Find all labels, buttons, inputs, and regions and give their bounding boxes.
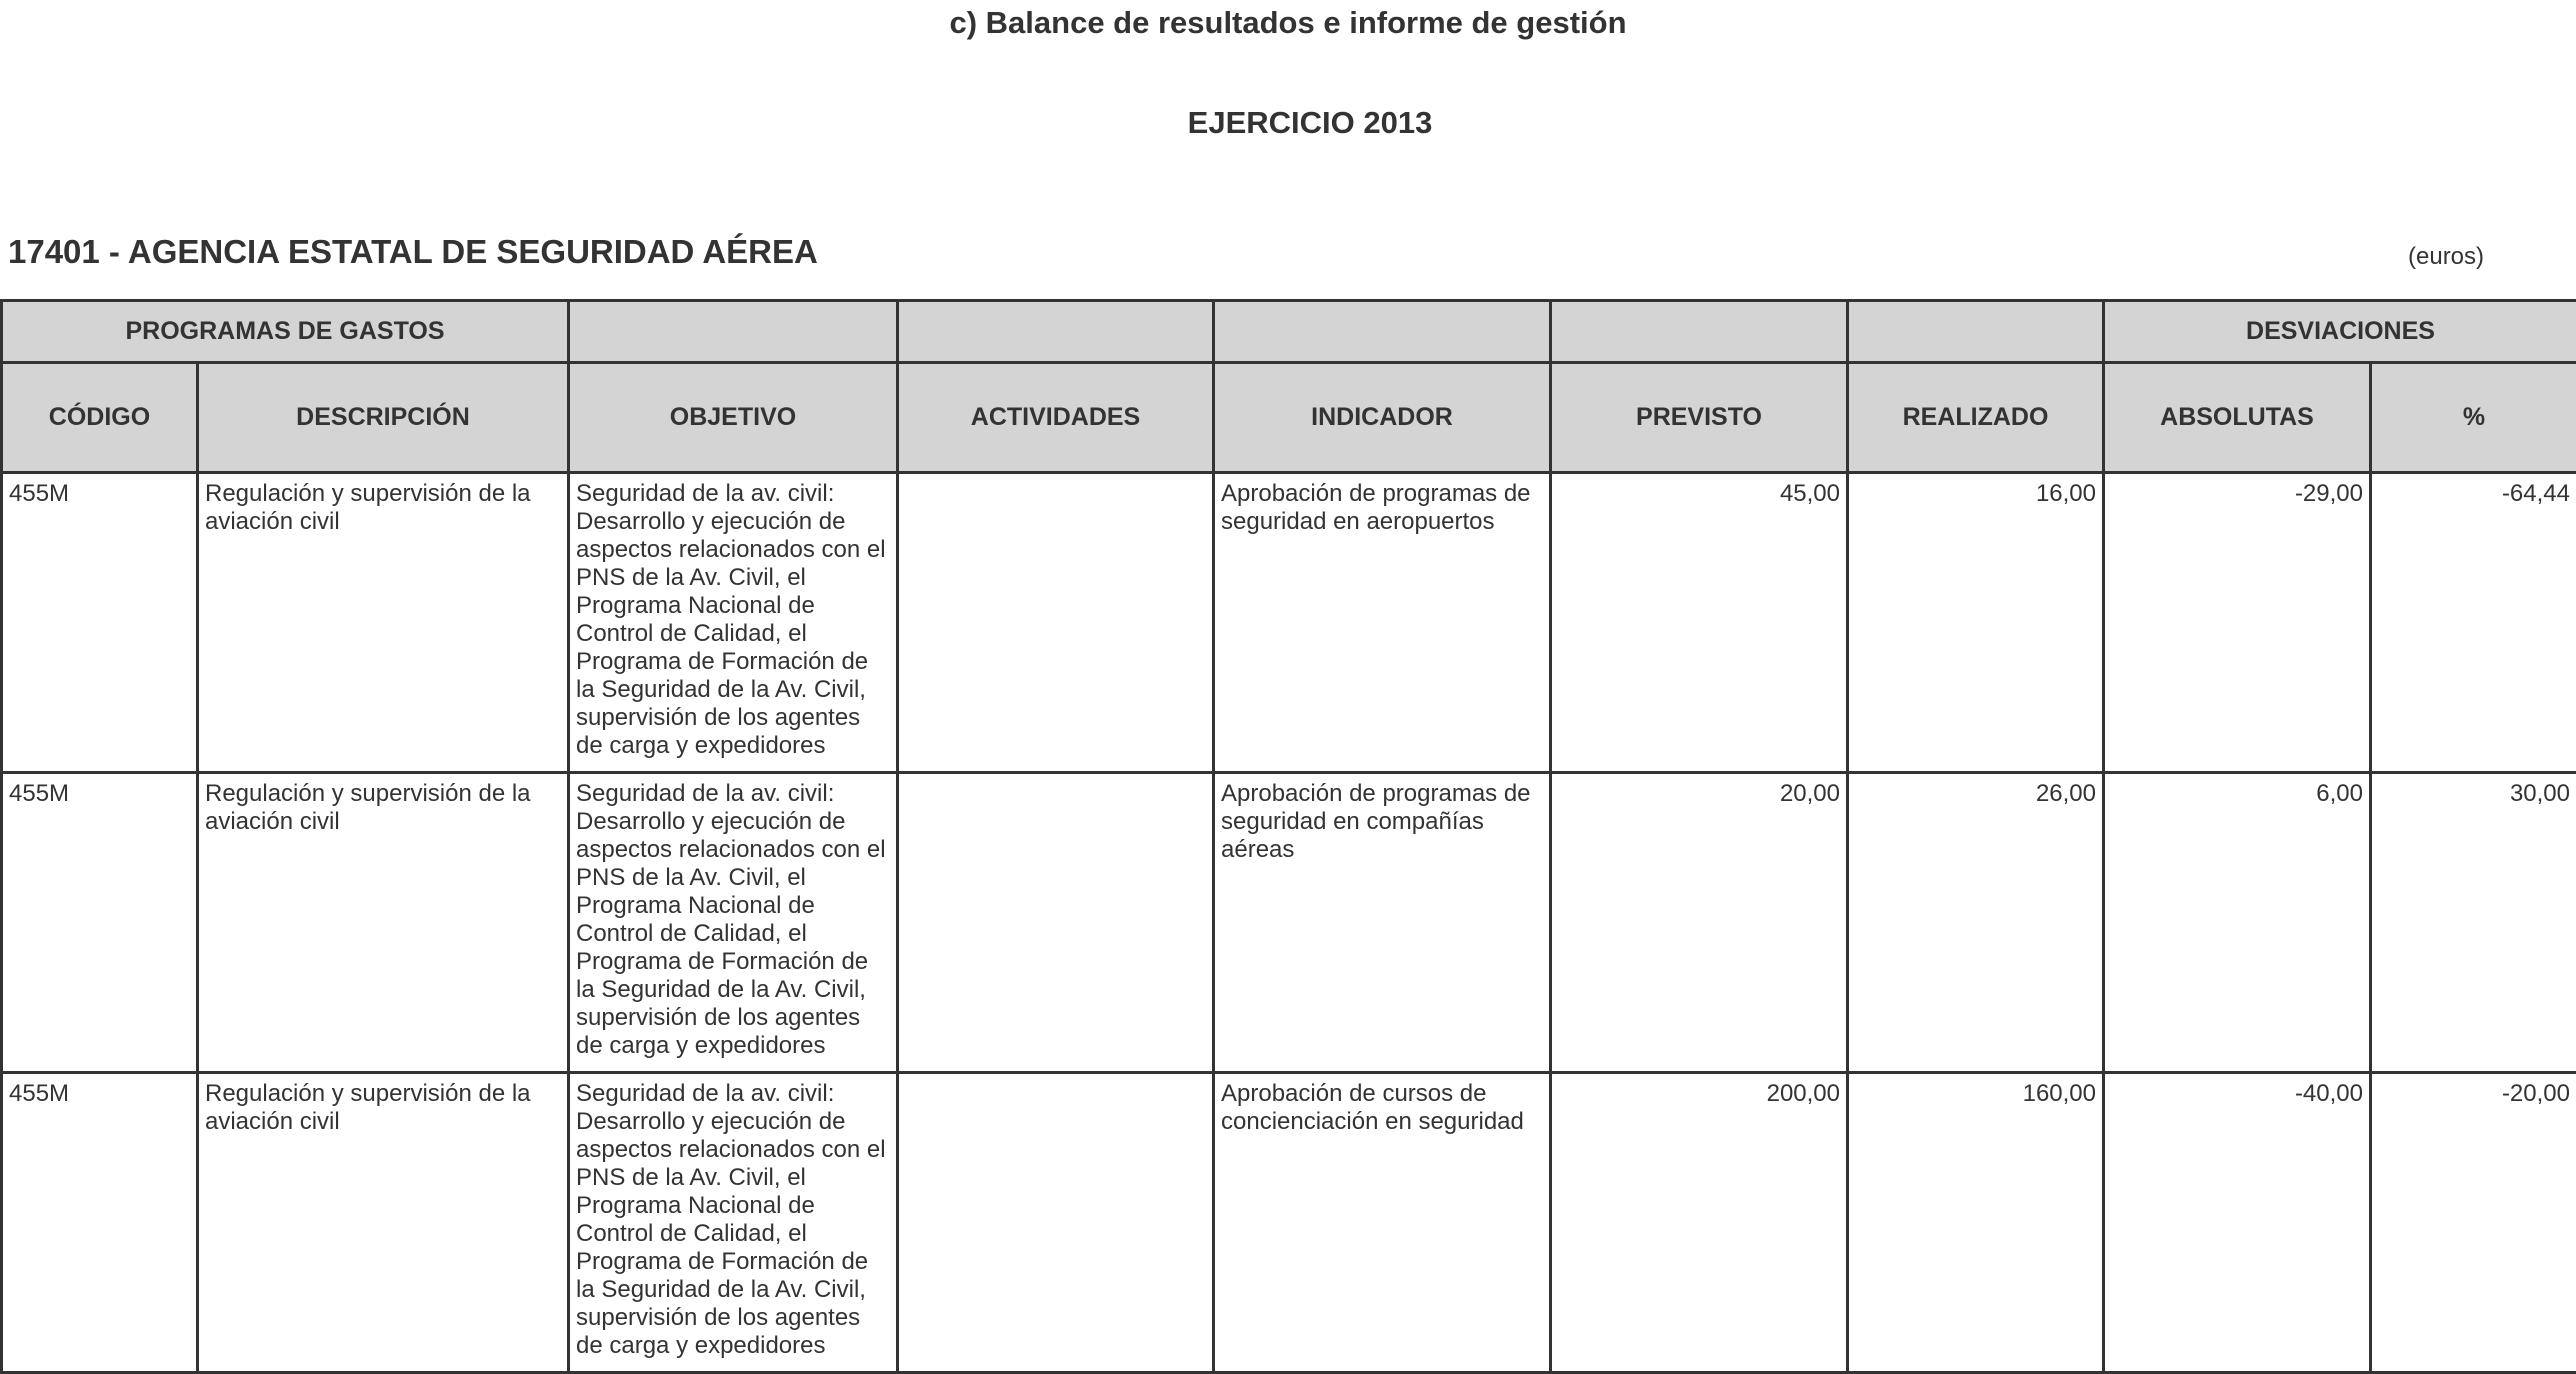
group-header-programas: PROGRAMAS DE GASTOS bbox=[2, 301, 569, 363]
cell-realizado: 160,00 bbox=[1848, 1073, 2104, 1373]
cell-objetivo: Seguridad de la av. civil: Desarrollo y ejecución de aspectos relacionados con el PNS de la Av. Civil, el Programa Nacional de Control de Calidad, el Programa de Formación de la Seguridad de la Av. Civil, supervisión de los agentes de carga y expedidores bbox=[569, 473, 898, 773]
group-header-blank-objetivo bbox=[569, 301, 898, 363]
column-header-row bbox=[2, 363, 2576, 473]
table-row bbox=[2, 773, 2576, 1073]
cell-indicador: Aprobación de programas de seguridad en aeropuertos bbox=[1214, 473, 1551, 773]
cell-descripcion: Regulación y supervisión de la aviación civil bbox=[198, 773, 569, 1073]
cell-actividades bbox=[898, 473, 1214, 773]
group-header-desviaciones: DESVIACIONES bbox=[2104, 301, 2576, 363]
column-header-realizado: REALIZADO bbox=[1848, 363, 2104, 473]
cell-porcentaje: -20,00 bbox=[2371, 1073, 2576, 1373]
column-header-descripcion: DESCRIPCIÓN bbox=[198, 363, 569, 473]
cell-indicador: Aprobación de cursos de concienciación en seguridad bbox=[1214, 1073, 1551, 1373]
column-header-actividades: ACTIVIDADES bbox=[898, 363, 1214, 473]
group-header-blank-indicador bbox=[1214, 301, 1551, 363]
cell-previsto: 45,00 bbox=[1551, 473, 1848, 773]
table-row bbox=[2, 1073, 2576, 1373]
group-header-blank-previsto bbox=[1551, 301, 1848, 363]
cell-actividades bbox=[898, 1073, 1214, 1373]
column-header-codigo: CÓDIGO bbox=[2, 363, 198, 473]
column-header-previsto: PREVISTO bbox=[1551, 363, 1848, 473]
group-header-blank-realizado bbox=[1848, 301, 2104, 363]
column-header-objetivo: OBJETIVO bbox=[569, 363, 898, 473]
entity-title: 17401 - AGENCIA ESTATAL DE SEGURIDAD AÉREA bbox=[8, 232, 818, 272]
units-label: (euros) bbox=[2408, 242, 2484, 272]
cell-previsto: 200,00 bbox=[1551, 1073, 1848, 1373]
cell-absolutas: -29,00 bbox=[2104, 473, 2371, 773]
cell-actividades bbox=[898, 773, 1214, 1073]
table-row bbox=[2, 473, 2576, 773]
column-header-indicador: INDICADOR bbox=[1214, 363, 1551, 473]
cell-descripcion: Regulación y supervisión de la aviación civil bbox=[198, 473, 569, 773]
document-title: c) Balance de resultados e informe de gestión bbox=[0, 4, 2576, 42]
cell-codigo: 455M bbox=[2, 773, 198, 1073]
cell-objetivo: Seguridad de la av. civil: Desarrollo y ejecución de aspectos relacionados con el PNS de la Av. Civil, el Programa Nacional de Control de Calidad, el Programa de Formación de la Seguridad de la Av. Civil, supervisión de los agentes de carga y expedidores bbox=[569, 1073, 898, 1373]
cell-realizado: 16,00 bbox=[1848, 473, 2104, 773]
cell-objetivo: Seguridad de la av. civil: Desarrollo y ejecución de aspectos relacionados con el PNS de la Av. Civil, el Programa Nacional de Control de Calidad, el Programa de Formación de la Seguridad de la Av. Civil, supervisión de los agentes de carga y expedidores bbox=[569, 773, 898, 1073]
group-header-row bbox=[2, 301, 2576, 363]
cell-porcentaje: -64,44 bbox=[2371, 473, 2576, 773]
column-header-porcentaje: % bbox=[2371, 363, 2576, 473]
cell-codigo: 455M bbox=[2, 473, 198, 773]
cell-indicador: Aprobación de programas de seguridad en compañías aéreas bbox=[1214, 773, 1551, 1073]
results-table bbox=[0, 299, 2576, 1374]
cell-porcentaje: 30,00 bbox=[2371, 773, 2576, 1073]
fiscal-year-heading: EJERCICIO 2013 bbox=[0, 104, 2576, 142]
group-header-blank-actividades bbox=[898, 301, 1214, 363]
cell-absolutas: -40,00 bbox=[2104, 1073, 2371, 1373]
cell-previsto: 20,00 bbox=[1551, 773, 1848, 1073]
cell-codigo: 455M bbox=[2, 1073, 198, 1373]
cell-realizado: 26,00 bbox=[1848, 773, 2104, 1073]
cell-descripcion: Regulación y supervisión de la aviación civil bbox=[198, 1073, 569, 1373]
column-header-absolutas: ABSOLUTAS bbox=[2104, 363, 2371, 473]
cell-absolutas: 6,00 bbox=[2104, 773, 2371, 1073]
